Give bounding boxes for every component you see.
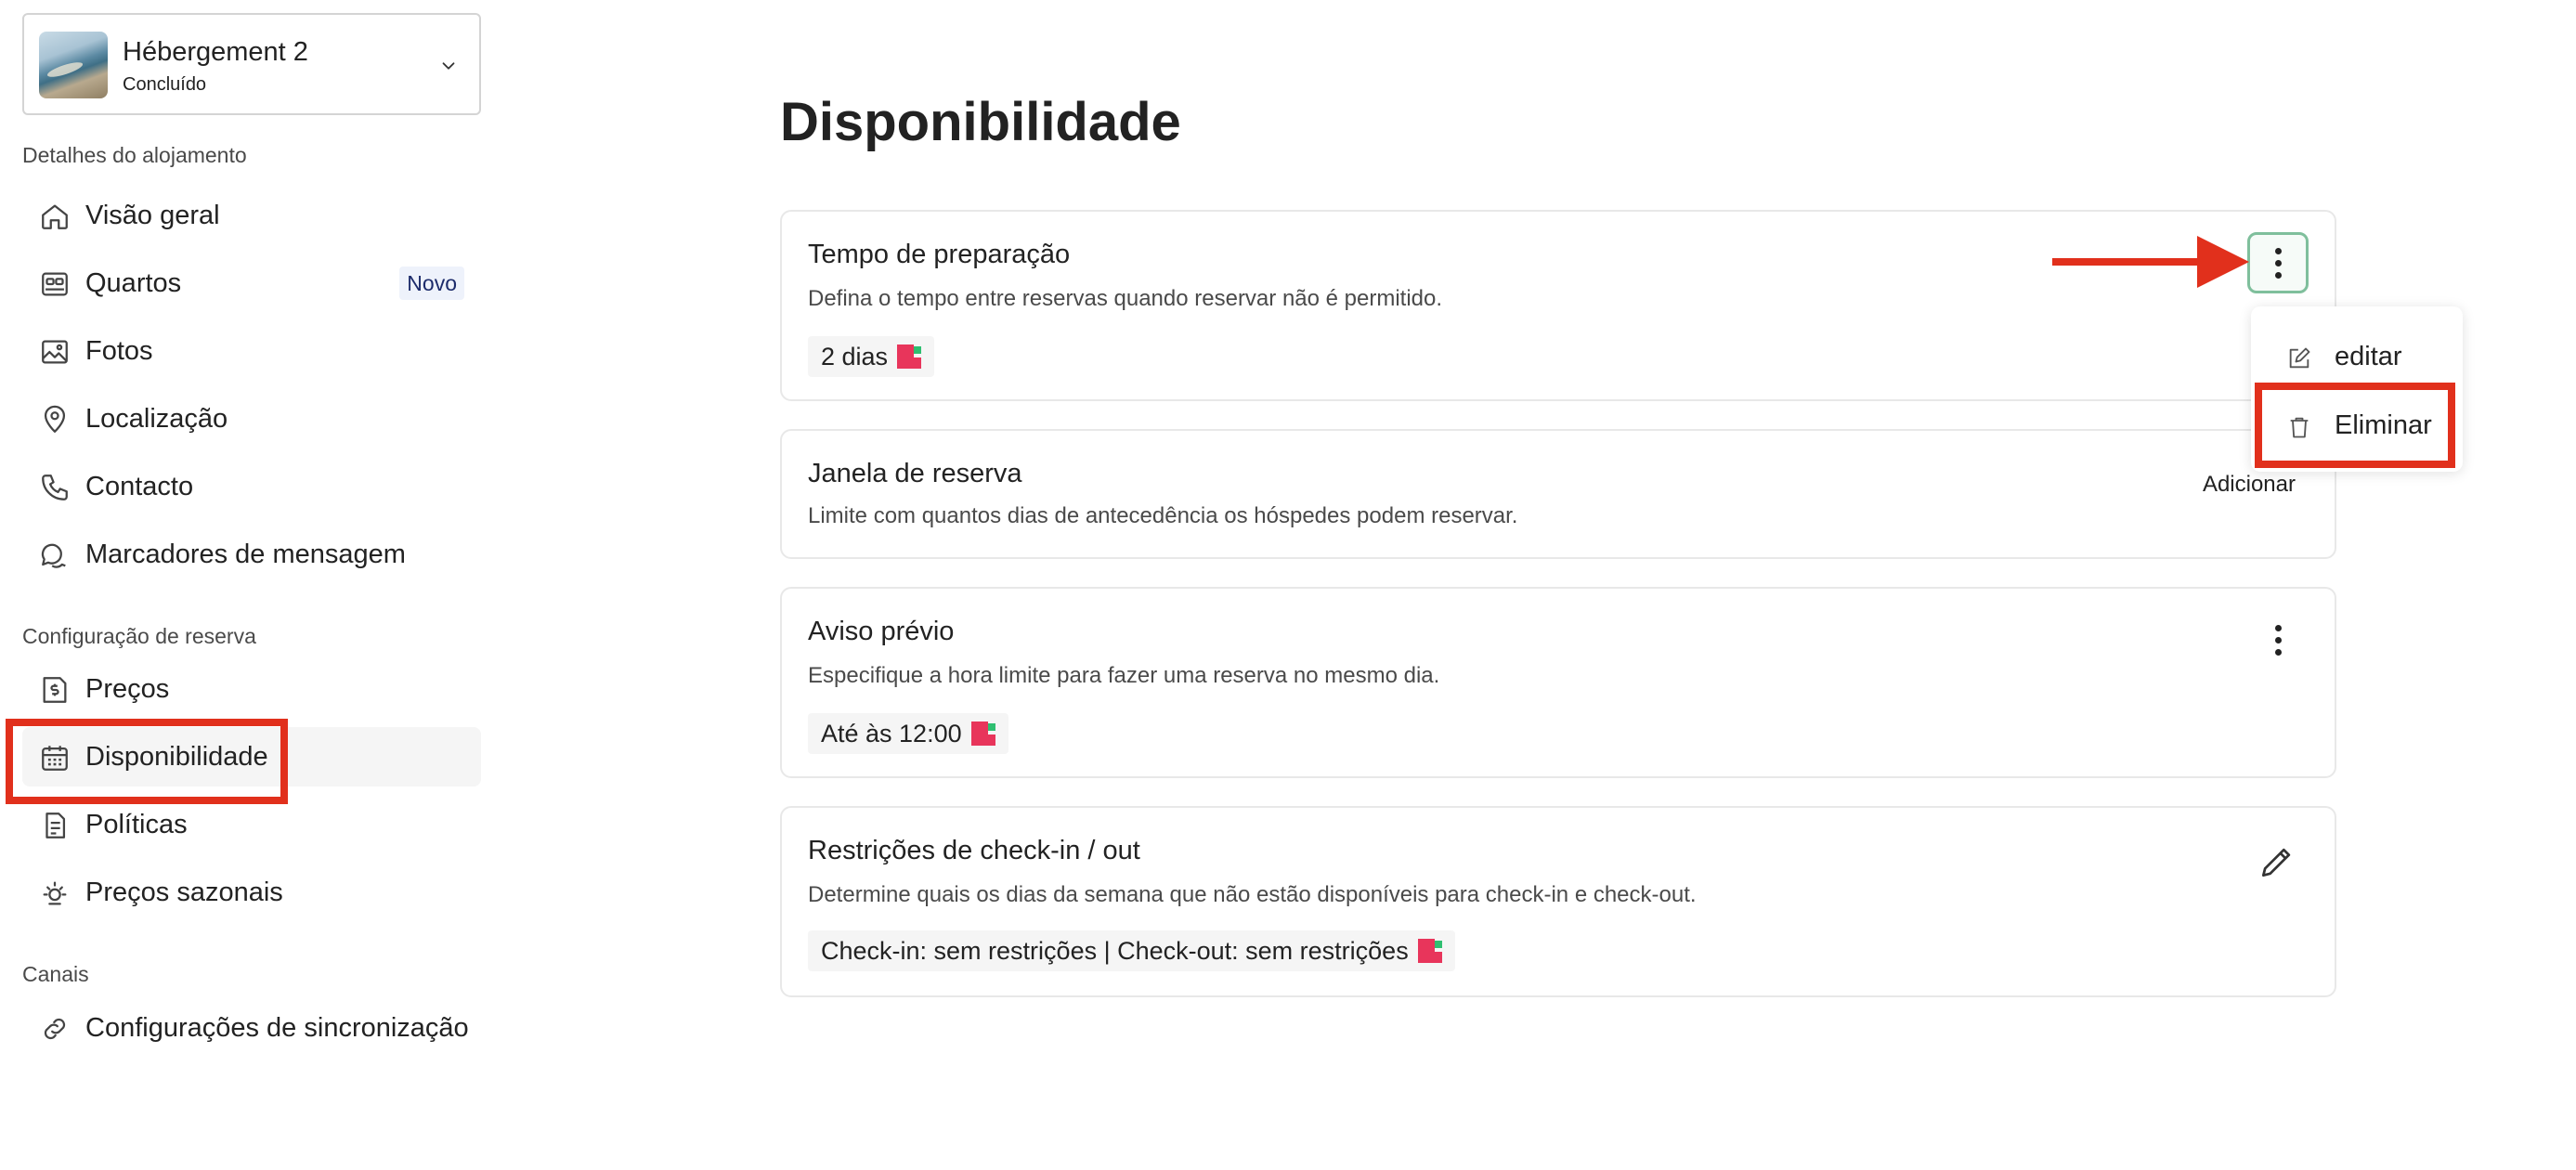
brand-flag-icon	[897, 344, 921, 369]
brand-flag-icon	[971, 722, 995, 746]
price-tag-icon	[39, 674, 71, 706]
card-description: Especifique a hora limite para fazer uma reserva no mesmo dia.	[808, 663, 1440, 688]
sidebar-item-prices[interactable]	[22, 659, 481, 719]
document-icon	[39, 810, 71, 841]
card-title: Janela de reserva	[808, 459, 1022, 488]
image-icon	[39, 336, 71, 368]
kebab-dot	[2275, 625, 2282, 631]
property-status: Concluído	[123, 74, 207, 95]
chat-bubbles-icon	[39, 540, 71, 571]
more-options-button[interactable]	[2247, 609, 2309, 670]
sidebar	[0, 0, 492, 1170]
property-name: Hébergement 2	[123, 37, 308, 67]
card-value	[808, 713, 1008, 754]
sidebar-item-label: Disponibilidade	[85, 742, 268, 772]
sidebar-item-label: Visão geral	[85, 201, 220, 230]
new-badge: Novo	[399, 266, 464, 300]
menu-item-label: editar	[2335, 342, 2402, 371]
card-value-text: Check-in: sem restrições | Check-out: sem restrições	[821, 936, 1409, 965]
card-description: Defina o tempo entre reservas quando reservar não é permitido.	[808, 286, 1443, 311]
card-checkin-checkout-restrictions	[780, 806, 2336, 997]
sidebar-item-photos[interactable]	[22, 321, 481, 381]
sidebar-item-seasonal-prices[interactable]	[22, 863, 481, 922]
property-thumbnail	[39, 32, 108, 98]
card-title: Aviso prévio	[808, 617, 955, 646]
edit-pencil-icon[interactable]	[2257, 841, 2297, 882]
sidebar-item-label: Preços sazonais	[85, 878, 283, 907]
sidebar-item-location[interactable]	[22, 389, 481, 448]
section-label-property-details: Detalhes do alojamento	[22, 143, 247, 167]
card-booking-window	[780, 429, 2336, 559]
sidebar-item-rooms[interactable]	[22, 254, 481, 313]
section-label-channels: Canais	[22, 962, 89, 986]
sidebar-item-sync-settings[interactable]	[22, 998, 481, 1058]
kebab-dot	[2275, 649, 2282, 656]
sidebar-item-contact[interactable]	[22, 457, 481, 516]
card-title: Tempo de preparação	[808, 240, 1071, 269]
menu-item-edit[interactable]	[2251, 325, 2463, 390]
sidebar-item-label: Contacto	[85, 472, 194, 501]
more-options-button[interactable]	[2247, 232, 2309, 293]
annotation-arrow-icon	[2052, 236, 2249, 288]
home-icon	[39, 201, 71, 232]
card-title: Restrições de check-in / out	[808, 836, 1140, 865]
edit-icon	[2286, 345, 2312, 371]
map-pin-icon	[39, 404, 71, 436]
sidebar-item-label: Políticas	[85, 810, 188, 839]
card-description: Limite com quantos dias de antecedência os hóspedes podem reservar.	[808, 503, 1518, 528]
bed-icon	[39, 268, 71, 300]
sidebar-item-label: Localização	[85, 404, 228, 434]
kebab-dot	[2275, 637, 2282, 644]
sun-icon	[39, 878, 71, 909]
chevron-down-icon	[438, 56, 459, 76]
link-icon	[39, 1013, 71, 1045]
sidebar-item-message-tags[interactable]	[22, 525, 481, 584]
annotation-highlight-availability	[6, 719, 288, 804]
kebab-dot	[2275, 260, 2282, 266]
section-label-booking-config: Configuração de reserva	[22, 624, 256, 648]
kebab-dot	[2275, 272, 2282, 279]
sidebar-item-label: Configurações de sincronização	[85, 1013, 469, 1043]
sidebar-item-label: Preços	[85, 674, 170, 704]
card-value	[808, 336, 934, 377]
card-description: Determine quais os dias da semana que não estão disponíveis para check-in e check-out.	[808, 882, 1697, 907]
menu-item-label: Eliminar	[2335, 410, 2432, 440]
property-selector[interactable]	[22, 13, 481, 115]
annotation-highlight-delete	[2255, 383, 2455, 468]
phone-icon	[39, 472, 71, 503]
card-advance-notice	[780, 587, 2336, 778]
page-title: Disponibilidade	[780, 92, 1181, 152]
sidebar-item-label: Marcadores de mensagem	[85, 540, 406, 569]
card-value-text: 2 dias	[821, 342, 889, 370]
brand-flag-icon	[1418, 939, 1442, 963]
sidebar-item-overview[interactable]	[22, 186, 481, 245]
sidebar-item-label: Quartos	[85, 268, 182, 298]
add-button[interactable]: Adicionar	[2202, 472, 2296, 497]
card-value-text: Até às 12:00	[821, 719, 962, 748]
kebab-dot	[2275, 248, 2282, 254]
sidebar-item-label: Fotos	[85, 336, 153, 366]
card-value	[808, 930, 1455, 971]
